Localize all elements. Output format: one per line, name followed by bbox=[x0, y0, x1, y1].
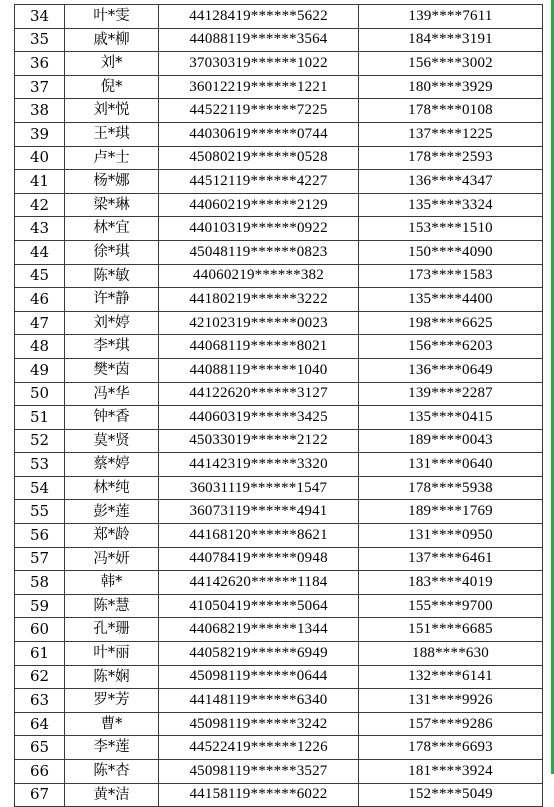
phone-number-cell[interactable]: 139****7611 bbox=[359, 5, 543, 29]
table-row bbox=[15, 146, 543, 170]
row-number-cell[interactable]: 45 bbox=[15, 264, 65, 288]
name-cell[interactable]: 曹* bbox=[65, 712, 159, 736]
table-row bbox=[15, 783, 543, 807]
id-number-cell[interactable]: 45048119******0823 bbox=[159, 240, 359, 264]
phone-number-cell[interactable]: 178****2593 bbox=[359, 146, 543, 170]
id-number-cell[interactable]: 44068119******8021 bbox=[159, 335, 359, 359]
table-row bbox=[15, 429, 543, 453]
table-row bbox=[15, 689, 543, 713]
row-number-cell[interactable]: 34 bbox=[15, 5, 65, 29]
name-cell[interactable]: 梁*琳 bbox=[65, 193, 159, 217]
row-number-cell[interactable]: 47 bbox=[15, 311, 65, 335]
name-cell[interactable]: 倪* bbox=[65, 75, 159, 99]
phone-number-cell[interactable]: 184****3191 bbox=[359, 28, 543, 52]
id-number-cell[interactable]: 44148119******6340 bbox=[159, 689, 359, 713]
row-number-cell[interactable]: 46 bbox=[15, 288, 65, 312]
phone-number-cell[interactable]: 136****4347 bbox=[359, 170, 543, 194]
id-number-cell[interactable]: 44060219******382 bbox=[159, 264, 359, 288]
phone-number-cell[interactable]: 131****0950 bbox=[359, 524, 543, 548]
table-row bbox=[15, 406, 543, 430]
id-number-cell[interactable]: 44060319******3425 bbox=[159, 406, 359, 430]
table-row bbox=[15, 594, 543, 618]
table-row bbox=[15, 712, 543, 736]
phone-number-cell[interactable]: 135****3324 bbox=[359, 193, 543, 217]
phone-number-cell[interactable]: 137****6461 bbox=[359, 547, 543, 571]
table-row bbox=[15, 382, 543, 406]
phone-number-cell[interactable]: 180****3929 bbox=[359, 75, 543, 99]
phone-number-cell[interactable]: 132****6141 bbox=[359, 665, 543, 689]
name-cell[interactable]: 刘*婷 bbox=[65, 311, 159, 335]
id-number-cell[interactable]: 36073119******4941 bbox=[159, 500, 359, 524]
row-number-cell[interactable]: 35 bbox=[15, 28, 65, 52]
row-number-cell[interactable]: 58 bbox=[15, 571, 65, 595]
row-number-cell[interactable]: 62 bbox=[15, 665, 65, 689]
id-number-cell[interactable]: 44010319******0922 bbox=[159, 217, 359, 241]
phone-number-cell[interactable]: 153****1510 bbox=[359, 217, 543, 241]
id-number-cell[interactable]: 44168120******8621 bbox=[159, 524, 359, 548]
table-row bbox=[15, 358, 543, 382]
name-cell[interactable]: 孔*珊 bbox=[65, 618, 159, 642]
table-row bbox=[15, 193, 543, 217]
id-number-cell[interactable]: 44088119******1040 bbox=[159, 358, 359, 382]
name-cell[interactable]: 李*莲 bbox=[65, 736, 159, 760]
id-number-cell[interactable]: 45098119******0644 bbox=[159, 665, 359, 689]
phone-number-cell[interactable]: 178****5938 bbox=[359, 476, 543, 500]
table-row bbox=[15, 524, 543, 548]
phone-number-cell[interactable]: 183****4019 bbox=[359, 571, 543, 595]
row-number-cell[interactable]: 56 bbox=[15, 524, 65, 548]
row-number-cell[interactable]: 61 bbox=[15, 642, 65, 666]
id-number-cell[interactable]: 44180219******3222 bbox=[159, 288, 359, 312]
row-number-cell[interactable]: 59 bbox=[15, 594, 65, 618]
name-cell[interactable]: 韩* bbox=[65, 571, 159, 595]
row-number-cell[interactable]: 41 bbox=[15, 170, 65, 194]
name-cell[interactable]: 陈*慧 bbox=[65, 594, 159, 618]
row-number-cell[interactable]: 60 bbox=[15, 618, 65, 642]
id-number-cell[interactable]: 36012219******1221 bbox=[159, 75, 359, 99]
id-number-cell[interactable]: 42102319******0023 bbox=[159, 311, 359, 335]
row-number-cell[interactable]: 38 bbox=[15, 99, 65, 123]
name-cell[interactable]: 杨*娜 bbox=[65, 170, 159, 194]
name-cell[interactable]: 彭*莲 bbox=[65, 500, 159, 524]
phone-number-cell[interactable]: 135****0415 bbox=[359, 406, 543, 430]
name-cell[interactable]: 刘* bbox=[65, 52, 159, 76]
name-cell[interactable]: 冯*华 bbox=[65, 382, 159, 406]
phone-number-cell[interactable]: 189****1769 bbox=[359, 500, 543, 524]
name-cell[interactable]: 卢*士 bbox=[65, 146, 159, 170]
name-cell[interactable]: 李*琪 bbox=[65, 335, 159, 359]
id-number-cell[interactable]: 44030619******0744 bbox=[159, 122, 359, 146]
row-number-cell[interactable]: 44 bbox=[15, 240, 65, 264]
name-cell[interactable]: 罗*芳 bbox=[65, 689, 159, 713]
table-row bbox=[15, 5, 543, 29]
name-cell[interactable]: 林*纯 bbox=[65, 476, 159, 500]
row-number-cell[interactable]: 65 bbox=[15, 736, 65, 760]
row-number-cell[interactable]: 50 bbox=[15, 382, 65, 406]
name-cell[interactable]: 徐*琪 bbox=[65, 240, 159, 264]
name-cell[interactable]: 黄*洁 bbox=[65, 783, 159, 807]
phone-number-cell[interactable]: 155****9700 bbox=[359, 594, 543, 618]
row-number-cell[interactable]: 52 bbox=[15, 429, 65, 453]
table-row bbox=[15, 500, 543, 524]
id-number-cell[interactable]: 45098119******3242 bbox=[159, 712, 359, 736]
phone-number-cell[interactable]: 135****4400 bbox=[359, 288, 543, 312]
roster-table-body bbox=[15, 5, 543, 807]
table-row bbox=[15, 99, 543, 123]
id-number-cell[interactable]: 44522419******1226 bbox=[159, 736, 359, 760]
name-cell[interactable]: 许*静 bbox=[65, 288, 159, 312]
row-number-cell[interactable]: 36 bbox=[15, 52, 65, 76]
table-row bbox=[15, 311, 543, 335]
phone-number-cell[interactable]: 150****4090 bbox=[359, 240, 543, 264]
table-row bbox=[15, 240, 543, 264]
id-number-cell[interactable]: 44158119******6022 bbox=[159, 783, 359, 807]
row-number-cell[interactable]: 64 bbox=[15, 712, 65, 736]
row-number-cell[interactable]: 49 bbox=[15, 358, 65, 382]
phone-number-cell[interactable]: 198****6625 bbox=[359, 311, 543, 335]
name-cell[interactable]: 林*宜 bbox=[65, 217, 159, 241]
id-number-cell[interactable]: 44122620******3127 bbox=[159, 382, 359, 406]
table-row bbox=[15, 642, 543, 666]
name-cell[interactable]: 樊*茵 bbox=[65, 358, 159, 382]
phone-number-cell[interactable]: 131****0640 bbox=[359, 453, 543, 477]
table-row bbox=[15, 665, 543, 689]
table-row bbox=[15, 75, 543, 99]
phone-number-cell[interactable]: 178****0108 bbox=[359, 99, 543, 123]
table-row bbox=[15, 288, 543, 312]
id-number-cell[interactable]: 45098119******3527 bbox=[159, 760, 359, 784]
phone-number-cell[interactable]: 173****1583 bbox=[359, 264, 543, 288]
id-number-cell[interactable]: 44522119******7225 bbox=[159, 99, 359, 123]
name-cell[interactable]: 刘*悦 bbox=[65, 99, 159, 123]
table-row bbox=[15, 122, 543, 146]
row-number-cell[interactable]: 48 bbox=[15, 335, 65, 359]
row-number-cell[interactable]: 57 bbox=[15, 547, 65, 571]
roster-table bbox=[14, 4, 543, 807]
phone-number-cell[interactable]: 157****9286 bbox=[359, 712, 543, 736]
table-row bbox=[15, 547, 543, 571]
name-cell[interactable]: 莫*贤 bbox=[65, 429, 159, 453]
table-row bbox=[15, 28, 543, 52]
phone-number-cell[interactable]: 188****630 bbox=[359, 642, 543, 666]
phone-number-cell[interactable]: 178****6693 bbox=[359, 736, 543, 760]
phone-number-cell[interactable]: 131****9926 bbox=[359, 689, 543, 713]
row-number-cell[interactable]: 53 bbox=[15, 453, 65, 477]
row-number-cell[interactable]: 43 bbox=[15, 217, 65, 241]
name-cell[interactable]: 陈*敏 bbox=[65, 264, 159, 288]
phone-number-cell[interactable]: 139****2287 bbox=[359, 382, 543, 406]
phone-number-cell[interactable]: 189****0043 bbox=[359, 429, 543, 453]
phone-number-cell[interactable]: 151****6685 bbox=[359, 618, 543, 642]
id-number-cell[interactable]: 37030319******1022 bbox=[159, 52, 359, 76]
id-number-cell[interactable]: 44068219******1344 bbox=[159, 618, 359, 642]
table-row bbox=[15, 453, 543, 477]
table-row bbox=[15, 571, 543, 595]
table-row bbox=[15, 217, 543, 241]
row-number-cell[interactable]: 67 bbox=[15, 783, 65, 807]
row-number-cell[interactable]: 42 bbox=[15, 193, 65, 217]
name-cell[interactable]: 蔡*婷 bbox=[65, 453, 159, 477]
phone-number-cell[interactable]: 137****1225 bbox=[359, 122, 543, 146]
name-cell[interactable]: 叶*雯 bbox=[65, 5, 159, 29]
id-number-cell[interactable]: 44088119******3564 bbox=[159, 28, 359, 52]
id-number-cell[interactable]: 44512119******4227 bbox=[159, 170, 359, 194]
table-row bbox=[15, 476, 543, 500]
id-number-cell[interactable]: 44078419******0948 bbox=[159, 547, 359, 571]
id-number-cell[interactable]: 45080219******0528 bbox=[159, 146, 359, 170]
row-number-cell[interactable]: 39 bbox=[15, 122, 65, 146]
name-cell[interactable]: 钟*香 bbox=[65, 406, 159, 430]
row-number-cell[interactable]: 51 bbox=[15, 406, 65, 430]
phone-number-cell[interactable]: 152****5049 bbox=[359, 783, 543, 807]
table-row bbox=[15, 52, 543, 76]
name-cell[interactable]: 陈*娴 bbox=[65, 665, 159, 689]
id-number-cell[interactable]: 44128419******5622 bbox=[159, 5, 359, 29]
name-cell[interactable]: 叶*丽 bbox=[65, 642, 159, 666]
row-number-cell[interactable]: 54 bbox=[15, 476, 65, 500]
id-number-cell[interactable]: 44142319******3320 bbox=[159, 453, 359, 477]
name-cell[interactable]: 戚*柳 bbox=[65, 28, 159, 52]
id-number-cell[interactable]: 36031119******1547 bbox=[159, 476, 359, 500]
table-row bbox=[15, 264, 543, 288]
row-number-cell[interactable]: 55 bbox=[15, 500, 65, 524]
name-cell[interactable]: 郑*龄 bbox=[65, 524, 159, 548]
id-number-cell[interactable]: 44142620******1184 bbox=[159, 571, 359, 595]
phone-number-cell[interactable]: 136****0649 bbox=[359, 358, 543, 382]
row-number-cell[interactable]: 37 bbox=[15, 75, 65, 99]
id-number-cell[interactable]: 44060219******2129 bbox=[159, 193, 359, 217]
row-number-cell[interactable]: 63 bbox=[15, 689, 65, 713]
table-row bbox=[15, 736, 543, 760]
id-number-cell[interactable]: 44058219******6949 bbox=[159, 642, 359, 666]
phone-number-cell[interactable]: 181****3924 bbox=[359, 760, 543, 784]
table-row bbox=[15, 170, 543, 194]
id-number-cell[interactable]: 41050419******5064 bbox=[159, 594, 359, 618]
row-number-cell[interactable]: 40 bbox=[15, 146, 65, 170]
table-row bbox=[15, 618, 543, 642]
phone-number-cell[interactable]: 156****6203 bbox=[359, 335, 543, 359]
name-cell[interactable]: 冯*妍 bbox=[65, 547, 159, 571]
name-cell[interactable]: 王*琪 bbox=[65, 122, 159, 146]
row-number-cell[interactable]: 66 bbox=[15, 760, 65, 784]
id-number-cell[interactable]: 45033019******2122 bbox=[159, 429, 359, 453]
table-row bbox=[15, 760, 543, 784]
name-cell[interactable]: 陈*杏 bbox=[65, 760, 159, 784]
phone-number-cell[interactable]: 156****3002 bbox=[359, 52, 543, 76]
table-row bbox=[15, 335, 543, 359]
